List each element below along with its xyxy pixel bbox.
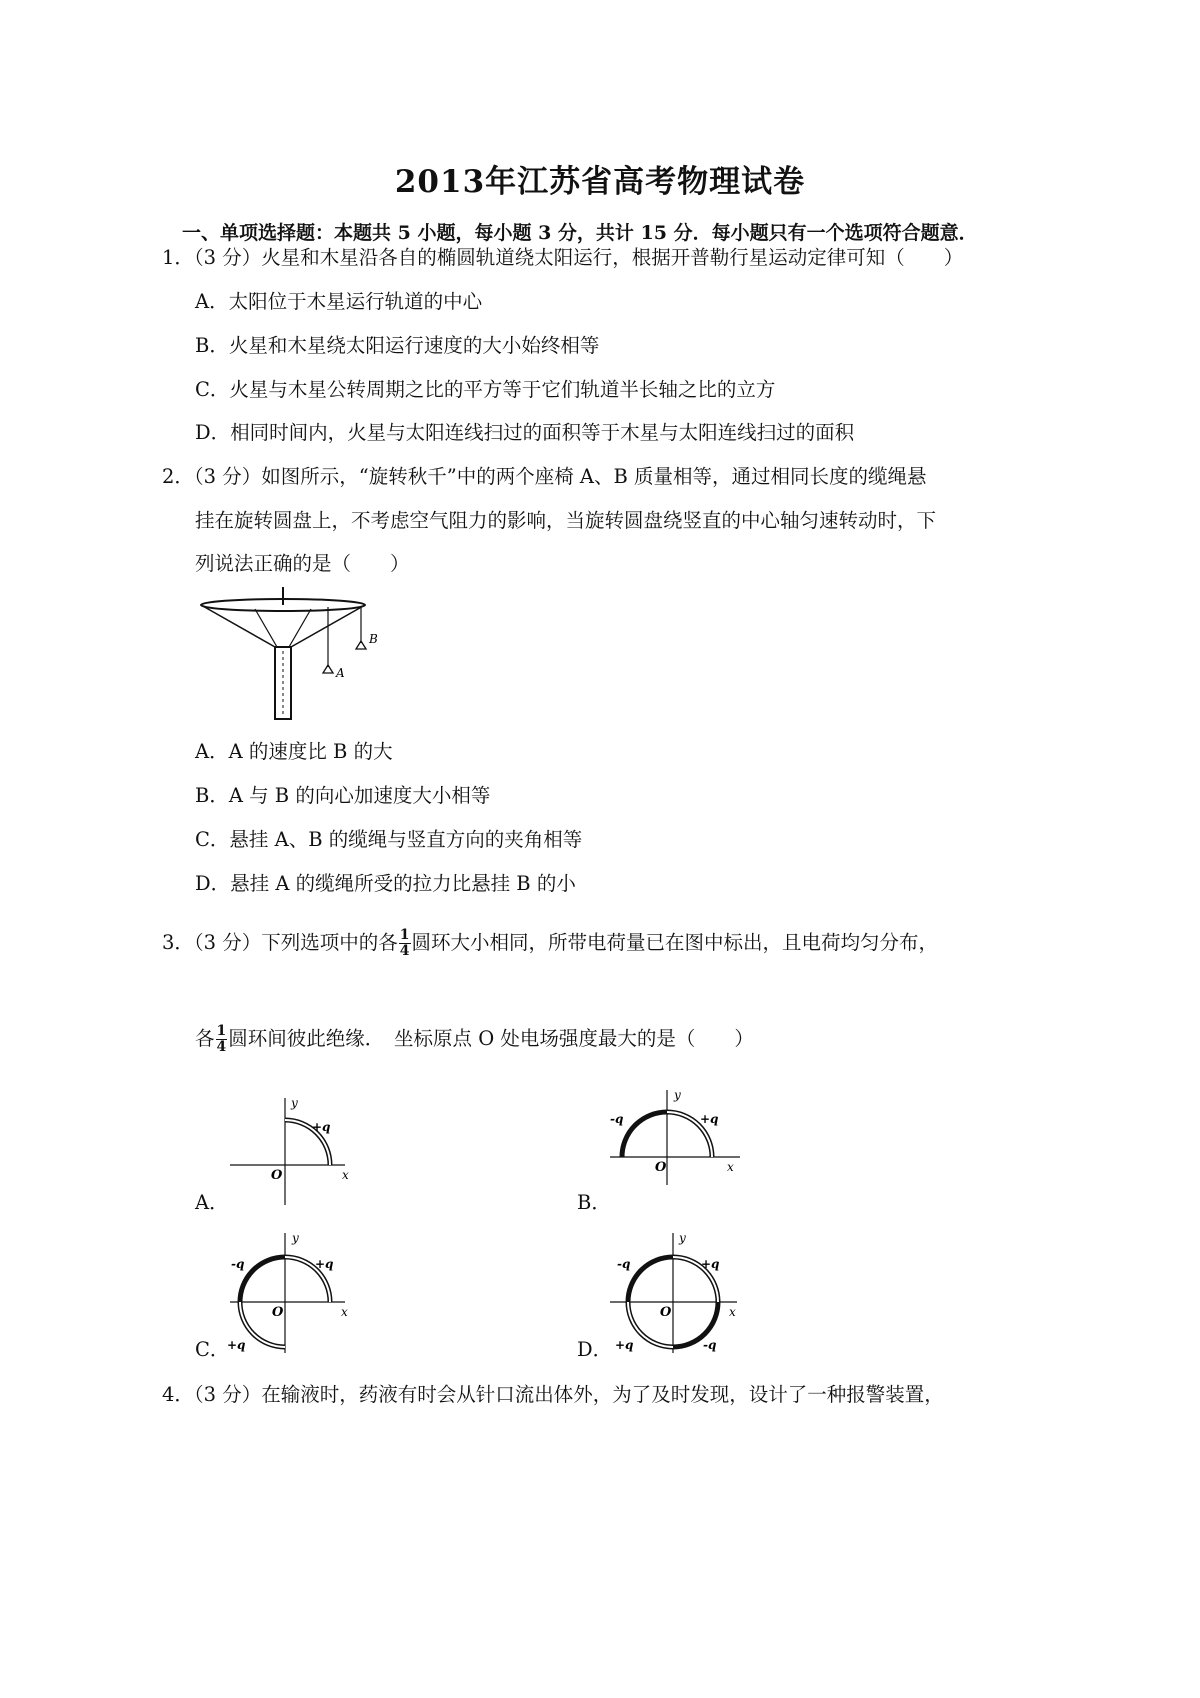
fraction-denominator: 4: [399, 943, 410, 959]
q3-figure-d: [605, 1228, 745, 1358]
fraction-numerator: 1: [399, 927, 410, 943]
q1-option-a: A．太阳位于木星运行轨道的中心: [195, 290, 483, 313]
q3-stem-line1-pre: 3．（3 分）下列选项中的各: [162, 931, 398, 954]
y-axis-label: y: [291, 1096, 298, 1110]
x-axis-label: x: [341, 1305, 348, 1319]
fraction-denominator: 4: [216, 1039, 227, 1055]
charge-minus-label: -q: [617, 1257, 631, 1271]
q4-stem: 4．（3 分）在输液时，药液有时会从针口流出体外，为了及时发现，设计了一种报警装置，: [162, 1383, 944, 1406]
q3-stem-line2-post: 圆环间彼此绝缘． 坐标原点 O 处电场强度最大的是（ ）: [228, 1027, 754, 1050]
q2-stem-line1: 2．（3 分）如图所示，“旋转秋千”中的两个座椅 A、B 质量相等，通过相同长度的缆绳悬: [162, 465, 927, 488]
quarter-fraction-2: [216, 1024, 228, 1055]
q2-stem-line2: 挂在旋转圆盘上，不考虑空气阻力的影响，当旋转圆盘绕竖直的中心轴匀速转动时，下: [195, 509, 937, 532]
charge-minus-label: -q: [610, 1112, 624, 1126]
charge-minus-label: -q: [231, 1257, 245, 1271]
charge-plus-label: +q: [315, 1257, 334, 1271]
q3-stem-line1-post: 圆环大小相同，所带电荷量已在图中标出，且电荷均匀分布，: [411, 931, 939, 954]
charge-plus-label-2: +q: [615, 1338, 634, 1352]
q2-stem-line3: 列说法正确的是（ ）: [195, 552, 410, 575]
x-axis-label: x: [729, 1305, 736, 1319]
q1-option-d: D．相同时间内，火星与太阳连线扫过的面积等于木星与太阳连线扫过的面积: [195, 421, 855, 444]
section-header: 一、单项选择题：本题共 5 小题，每小题 3 分，共计 15 分．每小题只有一个选项符合题意．: [182, 222, 978, 244]
q3-figure-a: [225, 1093, 355, 1208]
seat-b-label: B: [369, 632, 378, 646]
x-axis-label: x: [342, 1168, 349, 1182]
x-axis-label: x: [727, 1160, 734, 1174]
seat-a-label: A: [336, 666, 345, 680]
charge-plus-label: +q: [701, 1257, 720, 1271]
q3-option-c-label: C．: [195, 1338, 230, 1361]
q2-option-a: A．A 的速度比 B 的大: [195, 740, 393, 763]
quarter-fraction: [399, 928, 411, 959]
rotating-swing-figure: [195, 585, 395, 725]
fraction-numerator: 1: [216, 1023, 227, 1039]
q3-figure-b: [605, 1085, 750, 1200]
charge-minus-label-2: -q: [703, 1338, 717, 1352]
q3-option-a-label: A．: [195, 1191, 229, 1214]
q1-option-c: C．火星与木星公转周期之比的平方等于它们轨道半长轴之比的立方: [195, 378, 776, 401]
q3-stem-line2: [195, 1024, 754, 1055]
origin-label: O: [272, 1305, 284, 1320]
q1-stem: 1．（3 分）火星和木星沿各自的椭圆轨道绕太阳运行，根据开普勒行星运动定律可知（ ）: [162, 246, 964, 269]
origin-label: O: [655, 1160, 667, 1175]
page-title: 2013年江苏省高考物理试卷: [394, 164, 806, 200]
charge-plus-label: +q: [312, 1120, 331, 1134]
q3-figure-c: [225, 1228, 355, 1358]
y-axis-label: y: [292, 1231, 299, 1245]
q2-option-c: C．悬挂 A、B 的缆绳与竖直方向的夹角相等: [195, 828, 583, 851]
q3-stem-line1: [162, 928, 938, 959]
origin-label: O: [271, 1168, 283, 1183]
q1-option-b: B．火星和木星绕太阳运行速度的大小始终相等: [195, 334, 600, 357]
q3-stem-line2-pre: 各: [195, 1027, 215, 1050]
origin-label: O: [660, 1305, 672, 1320]
q3-option-b-label: B．: [577, 1191, 611, 1214]
y-axis-label: y: [679, 1231, 686, 1245]
charge-plus-label-2: +q: [227, 1338, 246, 1352]
q2-option-b: B．A 与 B 的向心加速度大小相等: [195, 784, 491, 807]
q2-option-d: D．悬挂 A 的缆绳所受的拉力比悬挂 B 的小: [195, 872, 576, 895]
charge-plus-label: +q: [700, 1112, 719, 1126]
q3-option-d-label: D．: [577, 1338, 613, 1361]
y-axis-label: y: [674, 1088, 681, 1102]
